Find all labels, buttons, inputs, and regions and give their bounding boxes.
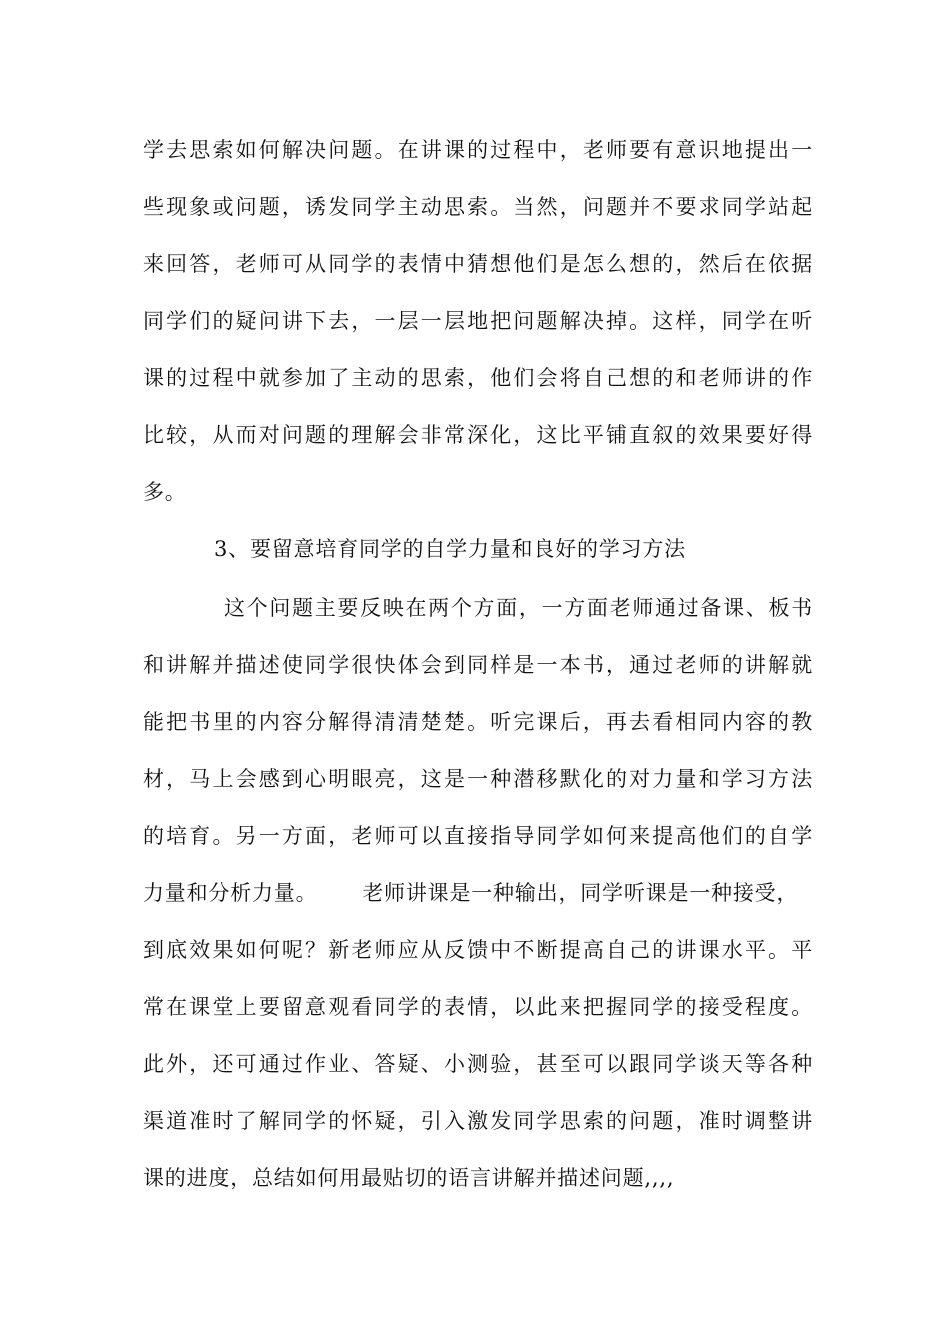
paragraph-2-line-2: 和讲解并描述使同学很快体会到同样是一本书，通过老师的讲解就: [143, 653, 813, 677]
paragraph-1-line-5: 课的过程中就参加了主动的思索，他们会将自己想的和老师讲的作: [143, 366, 813, 390]
paragraph-2-line-7: 到底效果如何呢？新老师应从反馈中不断提高自己的讲课水平。平: [143, 938, 813, 962]
section-heading-3: 3、要留意培育同学的自学力量和良好的学习方法: [214, 537, 686, 561]
paragraph-2-line-8: 常在课堂上要留意观看同学的表情，以此来把握同学的接受程度。: [143, 995, 813, 1019]
paragraph-1-line-2: 些现象或问题，诱发同学主动思索。当然，问题并不要求同学站起: [143, 195, 813, 219]
paragraph-1-line-6: 比较，从而对问题的理解会非常深化，这比平铺直叙的效果要好得: [143, 423, 813, 447]
paragraph-2-line-6: 力量和分析力量。 老师讲课是一种输出，同学听课是一种接受，: [143, 881, 799, 905]
paragraph-2-line-1: 这个问题主要反映在两个方面，一方面老师通过备课、板书: [224, 596, 813, 620]
paragraph-2-line-5: 的培育。另一方面，老师可以直接指导同学如何来提高他们的自学: [143, 824, 813, 848]
paragraph-1-line-7: 多。: [143, 480, 187, 504]
paragraph-1-line-1: 学去思索如何解决问题。在讲课的过程中，老师要有意识地提出一: [143, 138, 813, 162]
paragraph-1-line-3: 来回答，老师可从同学的表情中猜想他们是怎么想的，然后在依据: [143, 252, 813, 276]
paragraph-2-line-10: 渠道准时了解同学的怀疑，引入激发同学思索的问题，准时调整讲: [143, 1109, 813, 1133]
paragraph-2-line-11: 课的进度，总结如何用最贴切的语言讲解并描述问题,,,,: [143, 1166, 675, 1190]
paragraph-2-line-3: 能把书里的内容分解得清清楚楚。听完课后，再去看相同内容的教: [143, 710, 813, 734]
paragraph-2-line-4: 材，马上会感到心明眼亮，这是一种潜移默化的对力量和学习方法: [143, 767, 813, 791]
paragraph-2-line-9: 此外，还可通过作业、答疑、小测验，甚至可以跟同学谈天等各种: [143, 1052, 813, 1076]
paragraph-1-line-4: 同学们的疑问讲下去，一层一层地把问题解决掉。这样，同学在听: [143, 309, 813, 333]
